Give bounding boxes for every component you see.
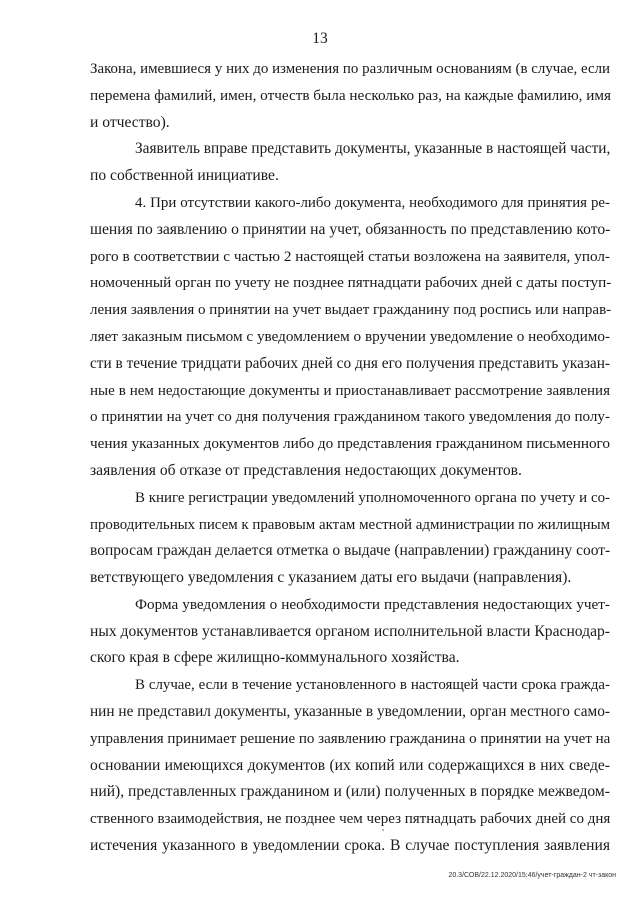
text-line: ний), представленных гражданином и (или) полученных в порядке межведом- [90,783,610,801]
text-line: основании имеющихся документов (их копий или содержащихся в них сведе- [90,756,610,774]
text-line: чения указанных документов либо до представления гражданином письменного [90,435,610,453]
text-line: В случае, если в течение установленного в настоящей части срока гражда- [135,677,610,694]
text-line: проводительных писем к правовым актам местной администрации по жилищным [90,516,610,533]
text-line: шения по заявлению о принятии на учет, обязанность по представлению кото- [90,220,611,238]
text-line: 4. При отсутствии какого-либо документа, необходимого для принятия ре- [135,195,610,211]
text-line: номоченный орган по учету не позднее пятнадцати рабочих дней с даты поступ- [90,274,612,292]
text-line: нин не представил документы, указанные в уведомлении, орган местного само- [90,703,610,720]
text-line: Форма уведомления о необходимости представления недостающих учет- [135,595,610,613]
text-line: управления принимает решение по заявлению гражданина о принятии на учет на [90,730,611,747]
text-line: перемена фамилий, имен, отчеств была несколько раз, на каждые фамилию, имя [90,86,611,104]
text-line: о принятии на учет со дня получения гражданином такого уведомления до полу- [90,409,610,426]
text-line: рого в соответствии с частью 2 настоящей статьи возложена на заявителя, упол- [90,247,610,265]
text-line: ных документов устанавливается органом исполнительной власти Краснодар- [90,622,610,640]
text-line: ляет заказным письмом с уведомлением о вручении уведомление о необходимо- [90,327,610,345]
text-line: по собственной инициативе. [90,167,279,185]
text-line: ления заявления о принятии на учет выдает гражданину под роспись или направ- [90,302,612,319]
text-line: ственного взаимодействия, не позднее чем через пятнадцать рабочих дней со дня [90,811,611,828]
text-line: истечения указанного в уведомлении срока. В случае поступления заявления [90,837,610,854]
text-line: Заявитель вправе представить документы, указанные в настоящей части, [135,140,611,158]
page-number: 13 [312,30,328,47]
text-line: ные в нем недостающие документы и приостанавливает рассмотрение заявления [90,382,610,399]
text-line: В книге регистрации уведомлений уполномоченного органа по учету и со- [135,489,610,506]
text-line: вопросам граждан делается отметка о выдаче (направлении) гражданину соот- [90,542,611,560]
footer-document-id: 20.3/СОВ/22.12.2020/15:46/учет-граждан-2 чт-закон [448,872,616,879]
scan-speck [382,829,384,831]
text-line: Закона, имевшиеся у них до изменения по различным основаниям (в случае, если [90,61,610,77]
text-line: сти в течение тридцати рабочих дней со дня его получения представить указан- [90,354,610,372]
text-line: заявления об отказе от представления недостающих документов. [90,461,522,479]
text-line: ветствующего уведомления с указанием даты его выдачи (направления). [90,569,572,587]
text-line: ского края в сфере жилищно-коммунального хозяйства. [90,649,460,667]
text-line: и отчество). [90,113,170,131]
